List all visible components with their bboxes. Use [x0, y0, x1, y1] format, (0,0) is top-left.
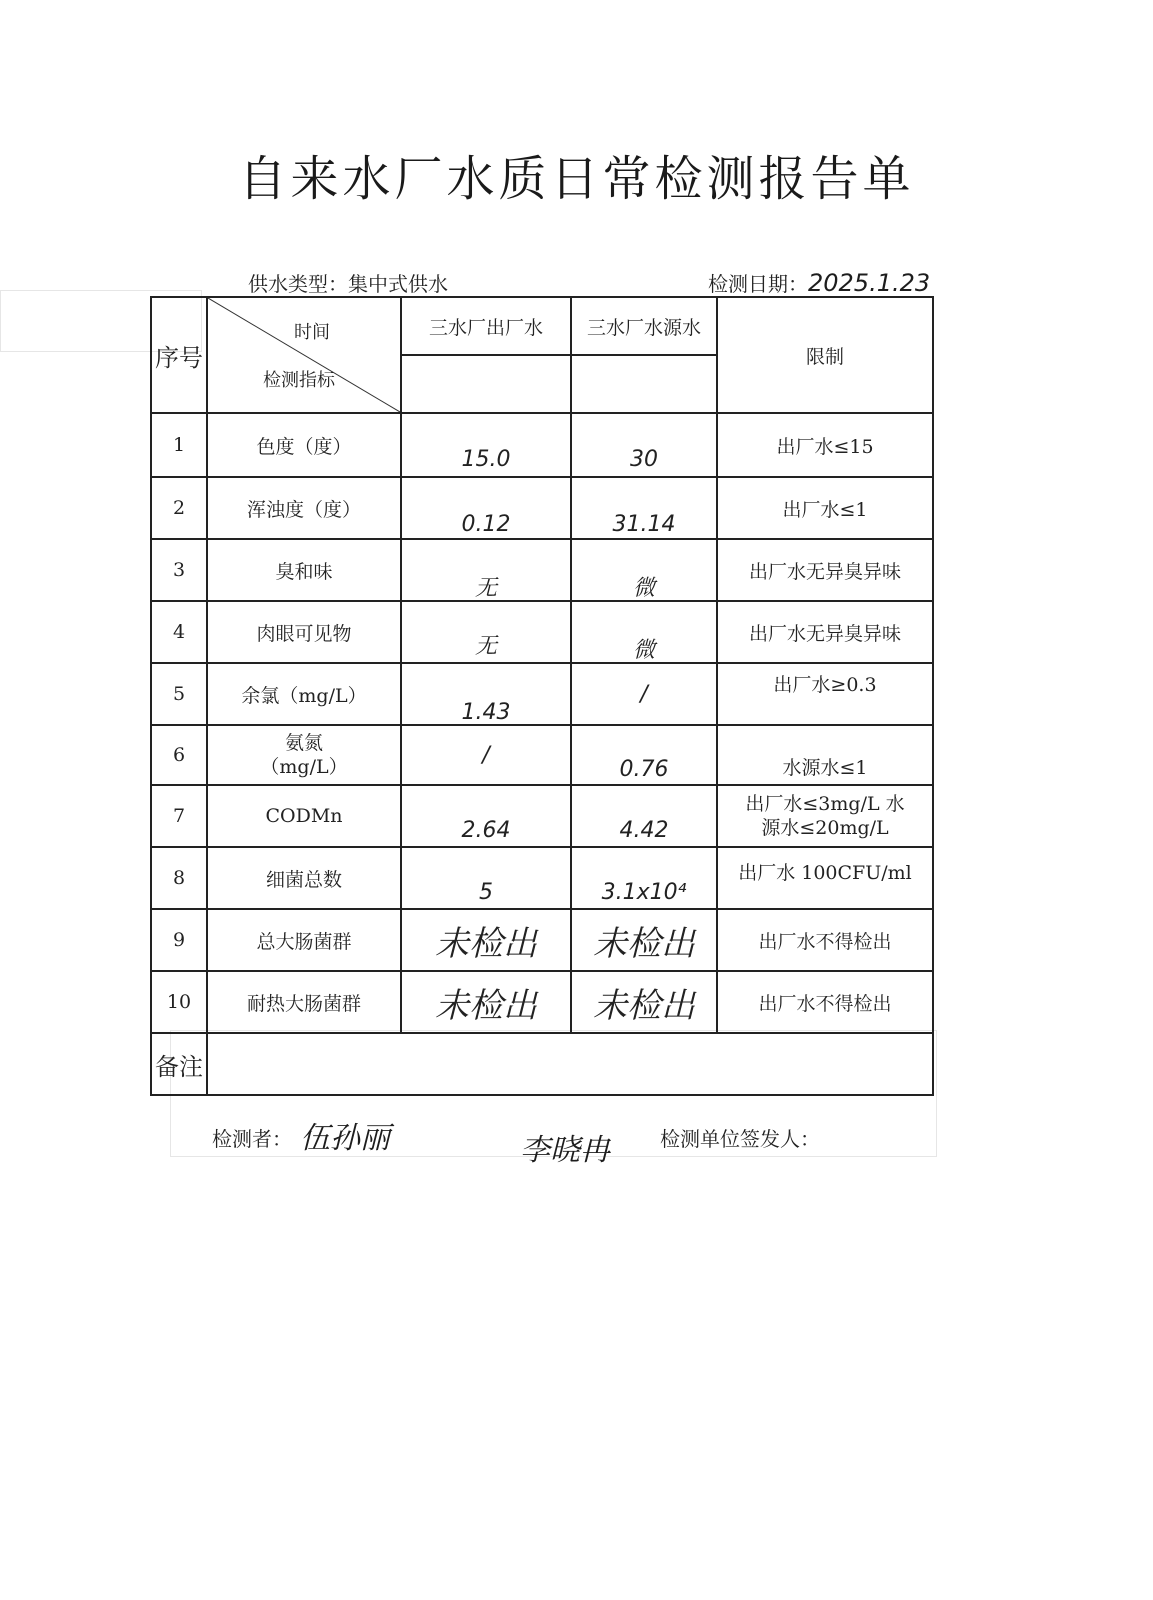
row-item: 余氯（mg/L）	[207, 663, 401, 725]
issuer-label: 检测单位签发人：	[660, 1127, 820, 1151]
table-row	[151, 477, 933, 539]
row-limit: 出厂水≤1	[717, 477, 933, 539]
row-value-outlet-text: 未检出	[435, 985, 537, 1026]
row-item: 总大肠菌群	[207, 909, 401, 971]
header-time: 时间	[294, 322, 330, 343]
row-value-outlet-text: 无	[474, 575, 497, 601]
row-value-outlet	[401, 413, 571, 477]
row-value-outlet	[401, 785, 571, 847]
row-value-source-text: 0.76	[619, 756, 669, 782]
row-value-outlet	[401, 663, 571, 725]
table-row	[151, 539, 933, 601]
tester-signature: 伍孙丽	[300, 1121, 390, 1156]
row-value-source	[571, 909, 717, 971]
header-col2: 三水厂水源水	[571, 297, 717, 355]
row-no: 2	[151, 477, 207, 539]
row-value-outlet	[401, 847, 571, 909]
row-limit: 出厂水无异臭异味	[717, 539, 933, 601]
row-item: 浑浊度（度）	[207, 477, 401, 539]
row-value-outlet-text: 5	[479, 879, 493, 905]
row-value-source	[571, 601, 717, 663]
header-seq: 序号	[151, 297, 207, 413]
row-value-outlet-text: 2.64	[461, 817, 511, 843]
row-no: 1	[151, 413, 207, 477]
row-item: 氨氮（mg/L）	[207, 725, 401, 785]
row-value-source-text: /	[640, 681, 648, 707]
row-value-source	[571, 413, 717, 477]
header-diagonal-cell	[207, 297, 401, 413]
row-value-source-text: 微	[632, 637, 655, 663]
supply-type: 供水类型：集中式供水	[248, 272, 448, 296]
report-title: 自来水厂水质日常检测报告单	[238, 151, 915, 207]
row-value-outlet	[401, 601, 571, 663]
row-value-source	[571, 971, 717, 1033]
row-no: 6	[151, 725, 207, 785]
row-value-source	[571, 725, 717, 785]
remarks-label: 备注	[151, 1033, 207, 1095]
row-value-outlet-text: /	[482, 742, 490, 768]
row-limit: 出厂水≤15	[717, 413, 933, 477]
table-row	[151, 785, 933, 847]
row-value-outlet-text: 无	[474, 633, 497, 659]
row-value-outlet-text: 15.0	[461, 446, 511, 472]
header-col2-blank	[571, 355, 717, 413]
header-col1-blank	[401, 355, 571, 413]
table-row	[151, 909, 933, 971]
table-row	[151, 601, 933, 663]
row-limit: 出厂水≤3mg/L 水源水≤20mg/L	[717, 785, 933, 847]
tester-label: 检测者：	[212, 1127, 292, 1151]
row-value-source-text: 4.42	[619, 817, 669, 843]
row-limit: 出厂水 100CFU/ml	[717, 847, 933, 909]
row-value-outlet-text: 未检出	[435, 923, 537, 964]
diagonal-line	[208, 298, 400, 412]
row-limit: 出厂水无异臭异味	[717, 601, 933, 663]
row-value-source-text: 未检出	[593, 923, 695, 964]
row-value-outlet	[401, 725, 571, 785]
row-no: 10	[151, 971, 207, 1033]
row-value-source	[571, 663, 717, 725]
row-item: 臭和味	[207, 539, 401, 601]
row-limit: 出厂水不得检出	[717, 909, 933, 971]
remarks-content	[207, 1033, 933, 1095]
row-value-outlet-text: 1.43	[461, 699, 511, 725]
row-limit: 出厂水不得检出	[717, 971, 933, 1033]
row-no: 5	[151, 663, 207, 725]
row-value-source	[571, 477, 717, 539]
table-row	[151, 971, 933, 1033]
header-col1: 三水厂出厂水	[401, 297, 571, 355]
row-no: 9	[151, 909, 207, 971]
quality-table	[150, 296, 934, 1096]
row-value-source-text: 微	[632, 575, 655, 601]
header-index: 检测指标	[263, 370, 335, 391]
signer-signature: 李晓冉	[520, 1133, 610, 1168]
row-item: CODMn	[207, 785, 401, 847]
table-row	[151, 663, 933, 725]
row-value-outlet	[401, 909, 571, 971]
row-no: 3	[151, 539, 207, 601]
row-value-source	[571, 785, 717, 847]
row-value-source	[571, 847, 717, 909]
row-value-outlet-text: 0.12	[461, 511, 511, 537]
table-row	[151, 725, 933, 785]
header-row	[151, 297, 933, 355]
row-value-source-text: 3.1x10⁴	[601, 879, 687, 905]
row-value-outlet	[401, 539, 571, 601]
row-item: 肉眼可见物	[207, 601, 401, 663]
test-date	[708, 268, 930, 297]
row-limit: 水源水≤1	[717, 725, 933, 785]
table-row	[151, 413, 933, 477]
test-date-label: 检测日期：	[708, 272, 808, 296]
row-no: 8	[151, 847, 207, 909]
row-value-outlet	[401, 971, 571, 1033]
row-value-source-text: 31.14	[612, 511, 676, 537]
row-limit: 出厂水≥0.3	[717, 663, 933, 725]
header-limit: 限制	[717, 297, 933, 413]
row-value-source-text: 30	[630, 446, 658, 472]
row-item: 耐热大肠菌群	[207, 971, 401, 1033]
row-value-source	[571, 539, 717, 601]
row-value-source-text: 未检出	[593, 985, 695, 1026]
row-no: 4	[151, 601, 207, 663]
row-value-outlet	[401, 477, 571, 539]
table-row	[151, 847, 933, 909]
row-no: 7	[151, 785, 207, 847]
row-item: 细菌总数	[207, 847, 401, 909]
row-item: 色度（度）	[207, 413, 401, 477]
remarks-row	[151, 1033, 933, 1095]
test-date-value: 2025.1.23	[808, 269, 931, 297]
